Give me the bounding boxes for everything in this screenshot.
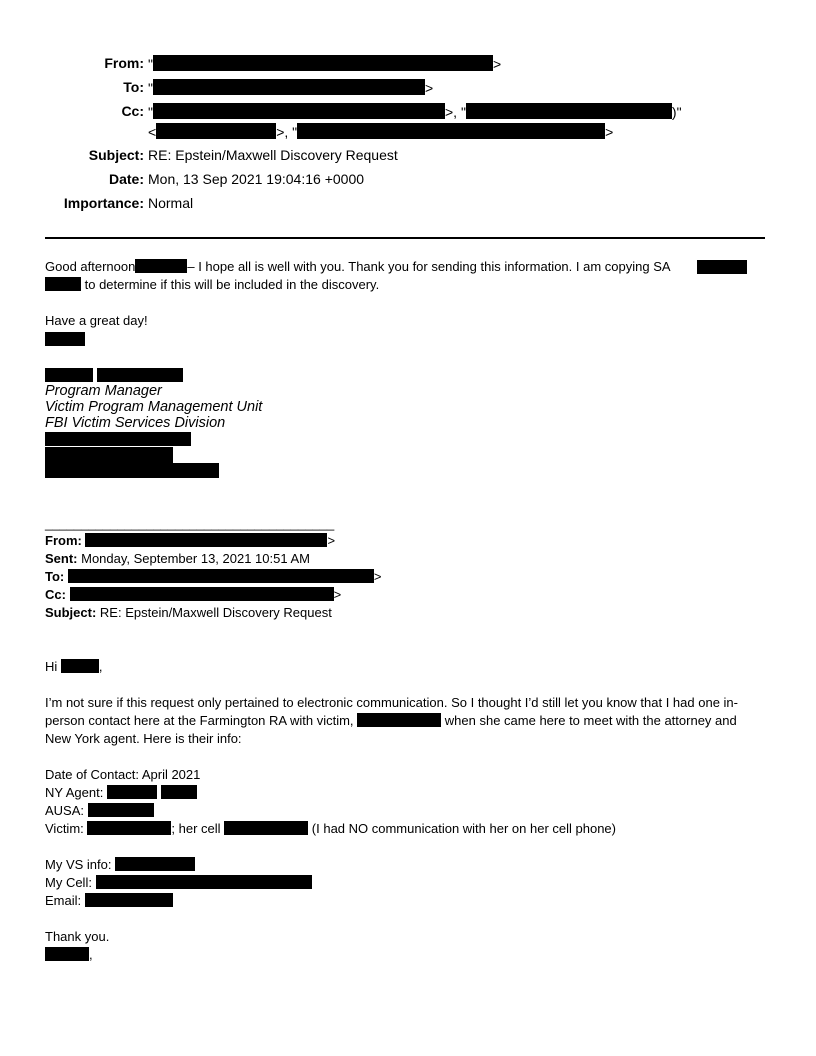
body-text: person contact here at the Farmington RA with victim, (45, 713, 354, 728)
orig-body-line-1: I’m not sure if this request only pertained to electronic communication. So I thought I’d still let you know that I had one in- (45, 695, 738, 710)
signoff-row: , (45, 947, 93, 962)
my-cell-row (45, 875, 312, 890)
victim-label: Victim: (45, 821, 84, 836)
redaction (45, 463, 219, 478)
redaction (85, 893, 173, 907)
vs-info-row (45, 857, 195, 872)
orig-sent-row (45, 551, 310, 566)
orig-subject-row (45, 605, 332, 620)
reply-text-2: to determine if this will be included in the discovery. (84, 277, 380, 292)
redaction (115, 857, 195, 871)
redaction (466, 103, 672, 119)
signature-title: Program Manager (45, 383, 162, 399)
ny-agent-label: NY Agent: (45, 785, 104, 800)
redaction (85, 533, 327, 547)
redaction (97, 368, 183, 382)
greeting-text: Hi (45, 659, 58, 674)
orig-sent-value: Monday, September 13, 2021 10:51 AM (81, 551, 310, 566)
cc-value-line2: < >, " > (148, 124, 614, 140)
redaction (68, 569, 374, 583)
cc-value-line1: " >, " )" (148, 104, 682, 120)
orig-cc-row: Cc: > (45, 587, 342, 602)
vs-info-label: My VS info: (45, 857, 112, 872)
orig-to-row: To: > (45, 569, 382, 584)
redaction (153, 103, 445, 119)
redaction (153, 55, 493, 71)
original-divider: ________________________________________ (45, 516, 335, 531)
redaction (135, 259, 187, 273)
subject-label: Subject: (88, 147, 144, 163)
redaction (96, 875, 312, 889)
victim-cell-text: ; her cell (171, 821, 221, 836)
orig-subject-value: RE: Epstein/Maxwell Discovery Request (99, 605, 332, 620)
date-label: Date: (108, 171, 144, 187)
redaction (87, 821, 171, 835)
ny-agent-row (45, 785, 197, 800)
cc-label: Cc: (121, 103, 144, 119)
orig-greeting: Hi , (45, 659, 103, 674)
redaction (156, 123, 276, 139)
orig-cc-label: Cc: (45, 587, 66, 602)
redaction (153, 79, 425, 95)
my-cell-label: My Cell: (45, 875, 92, 890)
orig-from-label: From: (45, 533, 82, 548)
importance-label: Importance: (63, 195, 144, 211)
redaction (224, 821, 308, 835)
ausa-row (45, 803, 154, 818)
redaction (45, 447, 173, 463)
orig-body-line-3: New York agent. Here is their info: (45, 731, 242, 746)
orig-subject-label: Subject: (45, 605, 97, 620)
to-label: To: (123, 79, 144, 95)
orig-from-row: From: > (45, 533, 336, 548)
redaction (107, 785, 157, 799)
reply-line-2 (45, 277, 379, 292)
victim-note: (I had NO communication with her on her cell phone) (311, 821, 616, 836)
redaction (357, 713, 441, 727)
redaction (88, 803, 154, 817)
redaction (697, 260, 747, 274)
reply-line-1 (45, 259, 671, 274)
from-label: From: (104, 55, 144, 71)
redaction (45, 947, 89, 961)
signature-division: FBI Victim Services Division (45, 415, 226, 431)
ausa-label: AUSA: (45, 803, 85, 818)
orig-to-label: To: (45, 569, 65, 584)
header-divider (45, 237, 765, 239)
redaction (45, 277, 81, 291)
date-value: Mon, 13 Sep 2021 19:04:16 +0000 (148, 171, 365, 187)
email-row (45, 893, 173, 908)
reply-text: – I hope all is well with you. Thank you for sending this information. I am copying SA (187, 259, 671, 274)
body-text: when she came here to meet with the attorney and (444, 713, 737, 728)
from-value: " > (148, 56, 502, 72)
to-value: " > (148, 80, 434, 96)
thanks: Thank you. (45, 929, 110, 944)
reply-greeting: Good afternoon (45, 259, 136, 274)
orig-body-line-2 (45, 713, 737, 728)
signature-unit: Victim Program Management Unit (45, 399, 263, 415)
redaction (161, 785, 197, 799)
email-label: Email: (45, 893, 82, 908)
orig-sent-label: Sent: (45, 551, 78, 566)
subject-value: RE: Epstein/Maxwell Discovery Request (148, 147, 398, 163)
victim-row (45, 821, 616, 836)
redaction (45, 368, 93, 382)
redaction (61, 659, 99, 673)
redaction (45, 332, 85, 346)
redaction (70, 587, 334, 601)
date-of-contact: Date of Contact: April 2021 (45, 767, 201, 782)
redaction (297, 123, 605, 139)
reply-closing: Have a great day! (45, 313, 148, 328)
redaction (45, 432, 191, 446)
importance-value: Normal (148, 195, 194, 211)
